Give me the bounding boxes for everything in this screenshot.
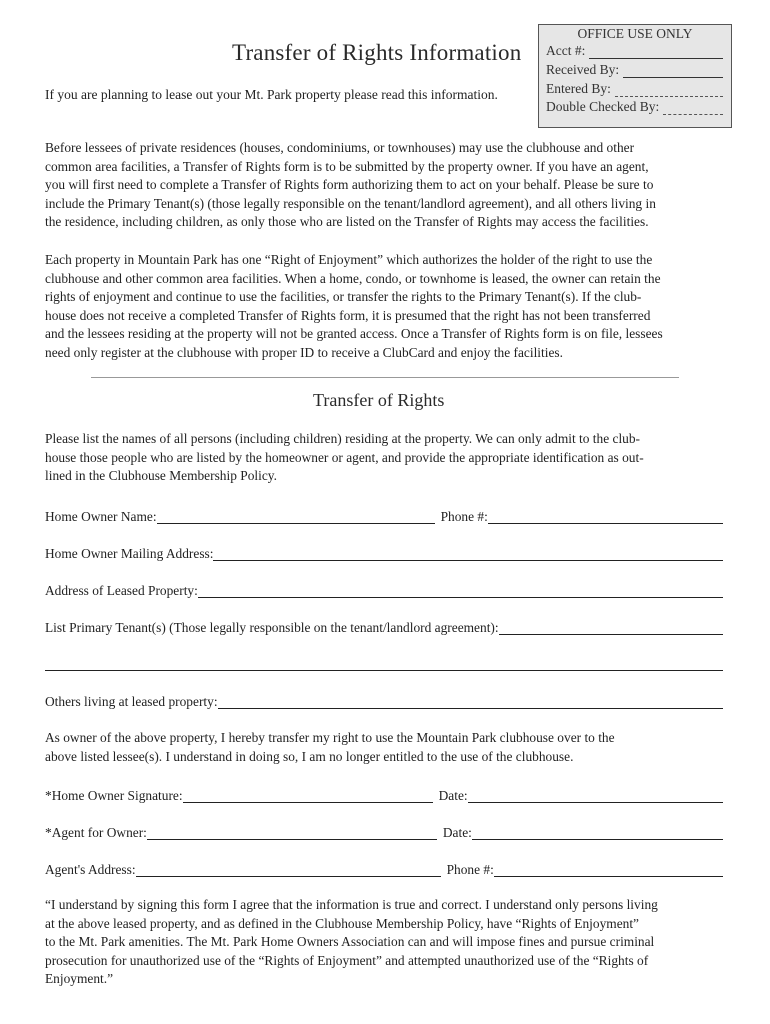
acct-label: Acct #: <box>546 43 586 58</box>
instruction-line: lined in the Clubhouse Membership Policy. <box>45 468 277 483</box>
home-owner-name-label: Home Owner Name: <box>45 509 157 524</box>
paragraph-line: Each property in Mountain Park has one “Right of Enjoyment” which authorizes the holder of the right to use the <box>45 252 653 267</box>
paragraph-right-of-enjoyment <box>45 251 721 362</box>
intro-text: If you are planning to lease out your Mt. Park property please read this information. <box>45 87 498 102</box>
received-by-row <box>546 62 723 78</box>
agent-date-field[interactable] <box>472 825 723 840</box>
phone-field[interactable] <box>488 509 723 524</box>
paragraph-lessees <box>45 139 721 232</box>
office-use-box <box>538 24 732 128</box>
mailing-address-row <box>45 542 723 562</box>
leased-address-label: Address of Leased Property: <box>45 583 198 598</box>
acct-row <box>546 43 723 59</box>
mailing-address-field[interactable] <box>213 546 723 561</box>
acknowledgement-line: prosecution for unauthorized use of the “Rights of Enjoyment” and attempted unauthorized use of the “Rights of <box>45 952 649 968</box>
double-checked-label: Double Checked By: <box>546 99 660 114</box>
primary-tenants-field[interactable] <box>499 620 723 635</box>
agent-address-row <box>45 858 723 878</box>
paragraph-line: rights of enjoyment and continue to use the facilities, or transfer the rights to the Primary Tenant(s). If the club- <box>45 289 642 304</box>
acct-field[interactable] <box>589 46 723 59</box>
statement-line: above listed lessee(s). I understand in doing so, I am no longer entitled to the use of the clubhouse. <box>45 748 574 764</box>
agent-phone-field[interactable] <box>494 862 723 877</box>
entered-by-label: Entered By: <box>546 81 611 96</box>
signature-row <box>45 784 723 804</box>
others-living-field[interactable] <box>218 694 723 709</box>
primary-tenants-row <box>45 616 723 636</box>
section-divider <box>91 377 679 378</box>
section-title: Transfer of Rights <box>313 390 445 410</box>
signature-field[interactable] <box>183 788 433 803</box>
received-by-label: Received By: <box>546 62 620 77</box>
leased-address-field[interactable] <box>198 583 723 598</box>
paragraph-line: Before lessees of private residences (houses, condominiums, or townhouses) may use the clubhouse and other <box>45 140 635 155</box>
agent-date-label: Date: <box>442 825 472 840</box>
paragraph-line: and the lessees residing at the property will not be granted access. Once a Transfer of Rights form is on file, lessees <box>45 326 663 341</box>
instruction-line: house those people who are listed by the homeowner or agent, and provide the appropriate identification as out- <box>45 449 644 465</box>
instruction-line: Please list the names of all persons (including children) residing at the property. We can only admit to the club- <box>45 431 641 446</box>
paragraph-line: the residence, including children, as only those who are listed on the Transfer of Rights may access the facilities. <box>45 214 649 229</box>
signature-label: *Home Owner Signature: <box>45 788 183 803</box>
transfer-statement <box>45 729 721 766</box>
others-living-row <box>45 690 723 710</box>
agent-address-field[interactable] <box>136 862 441 877</box>
paragraph-line: need only register at the clubhouse with proper ID to receive a ClubCard and enjoy the facilities. <box>45 344 563 360</box>
agent-address-label: Agent's Address: <box>45 862 136 877</box>
entered-by-field[interactable] <box>615 84 723 97</box>
mailing-address-label: Home Owner Mailing Address: <box>45 546 214 561</box>
office-use-heading: OFFICE USE ONLY <box>577 26 693 41</box>
agent-phone-label: Phone #: <box>446 862 494 877</box>
home-owner-row <box>45 505 723 525</box>
received-by-field[interactable] <box>623 65 723 78</box>
primary-tenants-extra-line[interactable] <box>45 670 723 671</box>
acknowledgement-line: at the above leased property, and as defined in the Clubhouse Membership Policy, have “Rights of Enjoyment” <box>45 915 639 931</box>
acknowledgement-line: “I understand by signing this form I agree that the information is true and correct. I understand only persons living <box>45 897 658 912</box>
paragraph-line: you will first need to complete a Transfer of Rights form authorizing them to act on your behalf. Please be sure to <box>45 177 654 192</box>
acknowledgement-line: to the Mt. Park amenities. The Mt. Park Home Owners Association can and will impose fines and pursue criminal <box>45 934 655 949</box>
signature-date-label: Date: <box>438 788 468 803</box>
paragraph-line: common area facilities, a Transfer of Rights form is to be submitted by the property owner. If you have an agent, <box>45 158 649 174</box>
section-instructions <box>45 430 721 486</box>
agent-label: *Agent for Owner: <box>45 825 147 840</box>
acknowledgement-line: Enjoyment.” <box>45 971 114 986</box>
phone-label: Phone #: <box>440 509 488 524</box>
double-checked-field[interactable] <box>663 102 723 115</box>
home-owner-name-field[interactable] <box>157 509 435 524</box>
paragraph-line: include the Primary Tenant(s) (those legally responsible on the tenant/landlord agreement), and all others living in <box>45 195 656 211</box>
primary-tenants-label: List Primary Tenant(s) (Those legally responsible on the tenant/landlord agreement): <box>45 620 499 635</box>
double-checked-row <box>546 99 723 115</box>
signature-date-field[interactable] <box>468 788 723 803</box>
paragraph-line: clubhouse and other common area facilities. When a home, condo, or townhome is leased, the owner can retain the <box>45 270 661 286</box>
leased-address-row <box>45 579 723 599</box>
paragraph-line: house does not receive a completed Transfer of Rights form, it is presumed that the right has not been transferred <box>45 307 651 323</box>
agent-field[interactable] <box>147 825 437 840</box>
acknowledgement <box>45 896 721 989</box>
statement-line: As owner of the above property, I hereby transfer my right to use the Mountain Park clubhouse over to the <box>45 730 615 745</box>
entered-by-row <box>546 81 723 97</box>
others-living-label: Others living at leased property: <box>45 694 218 709</box>
agent-row <box>45 821 723 841</box>
page-title: Transfer of Rights Information <box>232 40 522 65</box>
